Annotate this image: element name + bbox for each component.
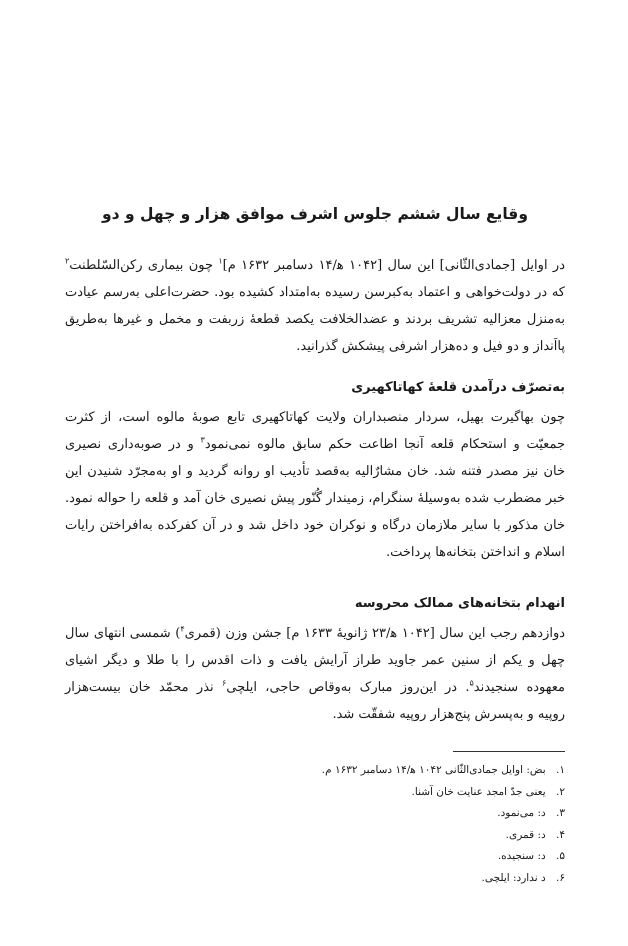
footnote-text: بض: اوایل جمادی‌الثّانی ۱۰۴۲ ه‍/۱۴ دسامبر ۱۶۳۲ م. [321, 764, 549, 776]
footnote-text: د ندارد: ایلچی. [481, 871, 549, 884]
text-line [65, 674, 565, 701]
footnote-marker[interactable]: ۲ [65, 256, 70, 266]
text-line [65, 539, 565, 566]
text-line [65, 647, 565, 674]
footnotes [65, 760, 565, 889]
text-segment: و در صوبه‌داری نصیری [65, 437, 201, 452]
text-segment: که در دولت‌خواهی و اعتماد به‌کبرسن رسیده به‌امتداد کشیده بود. حضرت‌اعلی به‌رسم عیادت [65, 285, 565, 300]
text-segment: به‌منزل معزالیه تشریف بردند و عضدالخلافت یکصد قطعهٔ زربفت و مخمل و غیرها به‌طریق [65, 312, 565, 327]
text-line [65, 404, 565, 431]
text-segment: معهوده سنجیدند [473, 680, 565, 695]
footnote-item [65, 782, 565, 804]
paragraph-fort-capture [65, 404, 565, 566]
text-segment: . در این‌روز مبارک به‌وقاص حاجی، ایلچی [226, 680, 470, 695]
text-line [65, 485, 565, 512]
footnote-marker[interactable]: ۳ [200, 435, 205, 445]
footnote-text: یعنی جدّ امجد عنایت خان آشنا. [411, 785, 549, 798]
text-line [65, 431, 565, 458]
footnote-item [65, 803, 565, 825]
footnote-item [65, 760, 565, 782]
footnote-number: ۵. [556, 850, 565, 862]
text-segment: نذر محمّد خان بیست‌هزار [65, 680, 222, 695]
section-heading-fort-capture: به‌تصرّف درآمدن قلعهٔ کهاتاکهیری [351, 380, 565, 395]
footnote-number: ۲. [556, 785, 565, 798]
text-line [65, 620, 565, 647]
text-segment: پااَنداز و دو فیل و ده‌هزار اشرفی پیشکش گذرانید. [296, 339, 565, 354]
text-segment: چهل و یکم از سنین عمر جاوید طراز آرایش یافت و ذات اقدس را با طلا و دیگر اشیای [65, 653, 565, 668]
footnote-separator [453, 751, 565, 752]
text-line [65, 512, 565, 539]
footnote-item [65, 868, 565, 890]
text-line [65, 701, 565, 728]
footnote-number: ۳. [556, 807, 565, 819]
text-line [65, 252, 565, 279]
footnote-marker[interactable]: ۶ [221, 678, 227, 688]
footnote-number: ۱. [556, 764, 565, 776]
text-segment: روپیه و به‌پسرش پنج‌هزار روپیه شفقّت شد. [332, 707, 565, 722]
footnote-marker[interactable]: ۱ [218, 256, 223, 266]
text-line [65, 306, 565, 333]
footnote-number: ۶. [556, 871, 565, 884]
text-segment: دوازدهم رجب این سال [۱۰۴۲ ه‍/۲۳ ژانویهٔ ۱۶۳۳ م] جشن وزن (قمری [184, 626, 566, 641]
text-segment: ) شمسی انتهای سال [65, 626, 181, 641]
text-segment: اسلام و انداختن بتخانه‌ها پرداخت. [385, 545, 565, 560]
text-segment: خان نیز مصدر فتنه شد. خان مشارٌالیه به‌قصد تأدیب او روانه گردید و او به‌مجرّد شنیدن این [65, 464, 565, 479]
footnote-number: ۴. [556, 828, 565, 841]
footnote-text: د: می‌نمود. [497, 807, 549, 819]
text-segment: خان مذکور با سایر ملازمان درگاه و نوکران خود داخل شد و در آن کفرکده به‌افراختن رایات [65, 518, 565, 533]
text-segment: چون بیماری رکن‌السّلطنت [69, 258, 219, 273]
text-segment: در اوایل [جمادی‌الثّانی] این سال [۱۰۴۲ ه‍/۱۴ دسامبر ۱۶۳۲ م] [222, 258, 565, 273]
text-line [65, 458, 565, 485]
text-segment: چون بهاگیرت بهیل، سردار منصبداران ولایت کهاتاکهیری تابع صوبهٔ مالوه است، از کثرت [65, 410, 565, 425]
text-segment: خبر مضطرب شده به‌وسیلهٔ سنگرام، زمیندار گُنّور پیش نصیری خان آمد و قلعه را حواله نمود. [65, 491, 565, 506]
section-heading-temple-demolition: انهدام بتخانه‌های ممالک محروسه [354, 596, 565, 611]
footnote-text: د: قمری. [505, 828, 549, 841]
paragraph-accession-year [65, 252, 565, 360]
paragraph-weighing-ceremony [65, 620, 565, 728]
text-segment: جمعیّت و استحکام قلعه آنجا اطاعت حکم سابق مالوه نمی‌نمود [204, 437, 565, 452]
footnote-marker[interactable]: ۴ [180, 624, 185, 634]
footnote-item [65, 825, 565, 847]
text-line [65, 333, 565, 360]
footnote-item [65, 846, 565, 868]
footnote-text: د: سنجیده. [497, 850, 549, 862]
chapter-title: وقایع سال ششم جلوس اشرف موافق هزار و چهل و دو [102, 205, 528, 223]
text-line [65, 279, 565, 306]
footnote-marker[interactable]: ۵ [469, 678, 474, 688]
